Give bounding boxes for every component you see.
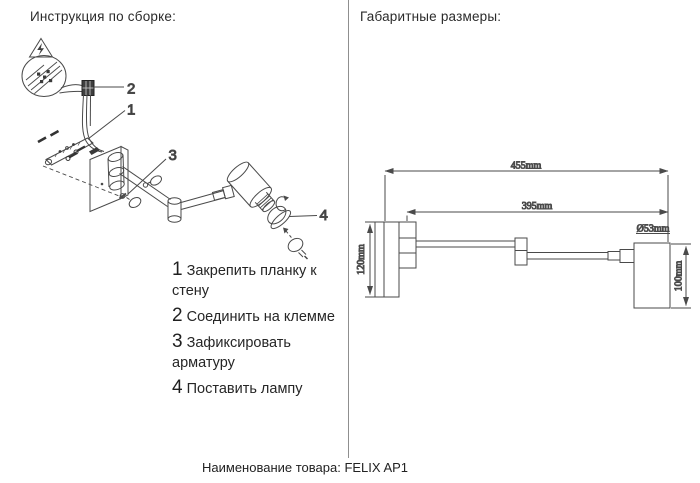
assembly-steps: [172, 260, 344, 404]
step-number: 3: [172, 331, 183, 352]
callout-4: 4: [319, 207, 328, 224]
magnifier-detail: [22, 56, 82, 97]
lamp-bulb: [263, 202, 293, 232]
assembly-step: [172, 332, 344, 373]
dim-overall-length-label: 455mm: [510, 160, 542, 172]
callout-1: 1: [127, 101, 136, 119]
dim-arm-length: [407, 201, 668, 221]
step-number: 1: [172, 259, 183, 280]
mounting-screws: [38, 131, 85, 161]
dim-backplate-height-label: 120mm: [356, 244, 367, 275]
dim-shade-diameter: [636, 224, 670, 235]
arm-side-view: [416, 238, 634, 265]
step-number: 2: [172, 305, 183, 326]
step-number: 4: [172, 377, 183, 398]
dimensions-title: Габаритные размеры:: [360, 9, 502, 24]
swivel-arm: [120, 167, 171, 207]
dim-shade-height: [671, 244, 691, 308]
arm-segment-2: [181, 185, 234, 209]
backplate-side-view: [375, 222, 416, 297]
step-text: Поставить лампу: [186, 381, 303, 397]
shade-side-view: [634, 243, 670, 308]
mounting-strip: [44, 138, 93, 166]
pivot-mount: [107, 151, 125, 192]
dim-shade-height-label: 100mm: [673, 260, 685, 292]
callout-2: 2: [127, 80, 136, 98]
bulb-icon: [286, 236, 308, 259]
dim-backplate-height: [356, 222, 377, 297]
callout-1-leader: [88, 111, 125, 140]
axis-dot: [101, 183, 104, 186]
callout-3: 3: [168, 147, 177, 164]
step-text: Соединить на клемме: [186, 309, 335, 325]
step-text: Зафиксировать арматуру: [172, 335, 291, 371]
step-text: Закрепить планку к стену: [172, 263, 317, 299]
assembly-step: [172, 378, 344, 399]
assembly-instructions-title: Инструкция по сборке:: [30, 9, 177, 24]
dim-shade-diameter-label: Ø53mm: [636, 223, 670, 235]
callout-4-leader: [290, 216, 318, 217]
assembly-step: [172, 306, 344, 327]
warning-triangle-icon: [30, 39, 53, 58]
elbow-joint: [168, 198, 181, 222]
assembly-step: [172, 260, 344, 301]
wing-screw-plate: [120, 194, 143, 210]
dim-arm-length-label: 395mm: [521, 201, 553, 212]
insert-arrow: [283, 228, 293, 240]
footer-caption: Наименование товара: FELIX AP1: [202, 460, 409, 475]
dimension-drawing: [350, 0, 700, 483]
rotate-arrow-icon: [276, 196, 289, 211]
terminal-block: [82, 81, 94, 96]
wing-screw-arm: [143, 174, 163, 187]
